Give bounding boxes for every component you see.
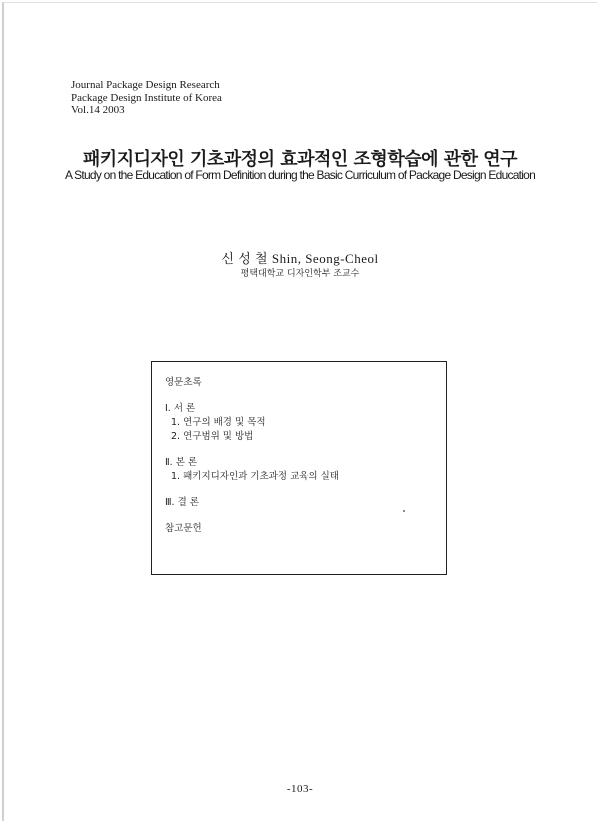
toc-item-scope: 2. 연구범위 및 방법 <box>171 431 254 442</box>
journal-name: Journal Package Design Research <box>71 79 220 91</box>
toc-item-current-state: 1. 패키지디자인과 기초과정 교육의 실태 <box>171 471 339 482</box>
toc-section-body: Ⅱ. 본 론 <box>165 457 198 468</box>
paper-title-english: A Study on the Education of Form Definition during the Basic Curriculum of Package Design Education <box>64 168 536 182</box>
toc-section-conclusion: Ⅲ. 결 론 <box>165 497 199 508</box>
page-number: -103- <box>286 783 314 795</box>
journal-header <box>71 79 222 117</box>
journal-volume: Vol.14 2003 <box>71 104 125 116</box>
toc-item-background: 1. 연구의 배경 및 목적 <box>171 417 266 428</box>
toc-references: 참고문헌 <box>165 523 202 534</box>
table-of-contents <box>151 361 447 575</box>
toc-section-introduction: Ⅰ. 서 론 <box>165 403 196 414</box>
author-affiliation: 평택대학교 디자인학부 조교수 <box>240 269 360 279</box>
journal-institute: Package Design Institute of Korea <box>71 91 222 104</box>
toc-abstract: 영문초록 <box>165 377 202 388</box>
author-name: 신 성 철 Shin, Seong-Cheol <box>221 251 379 266</box>
speck <box>403 510 405 512</box>
paper-title-korean: 패키지디자인 기초과정의 효과적인 조형학습에 관한 연구 <box>82 149 518 170</box>
